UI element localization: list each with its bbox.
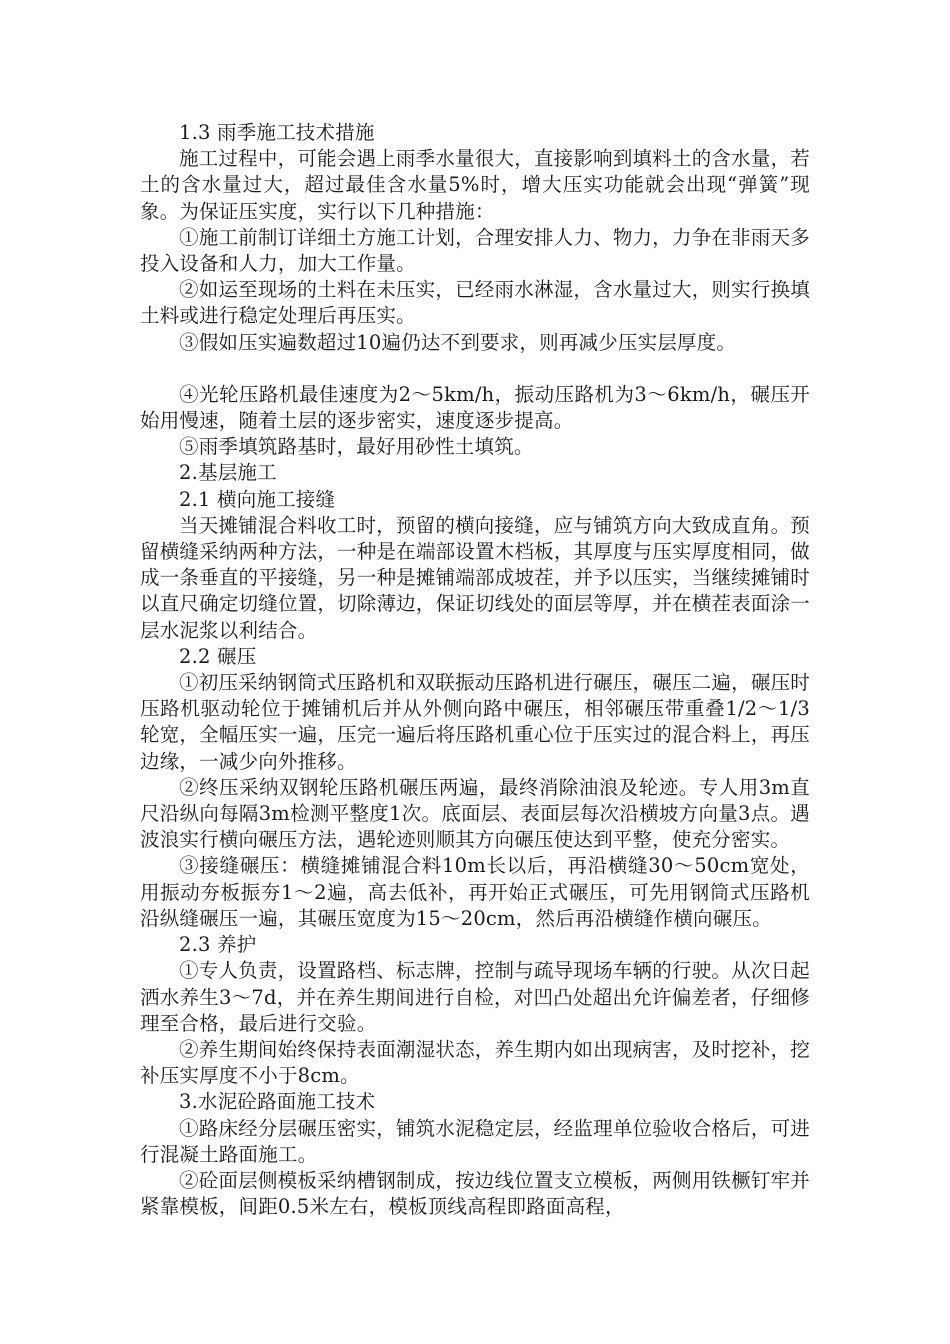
curing-item-2: ②养生期间始终保持表面潮湿状态，养生期内如出现病害，及时挖补，挖补压实厚度不小于8cm。 (140, 1037, 810, 1088)
list-item-1: ①施工前制订详细土方施工计划，合理安排人力、物力，力争在非雨天多投入设备和人力，加大工作量。 (140, 225, 810, 276)
section-heading-2: 2.基层施工 (179, 461, 277, 485)
list-item-2: ②如运至现场的土料在未压实，已经雨水淋湿，含水量过大，则实行换填土料或进行稳定处理后再压实。 (140, 278, 810, 328)
section-heading-3: 3.水泥砼路面施工技术 (179, 1090, 376, 1114)
section-heading-2-1: 2.1 横向施工接缝 (179, 487, 336, 511)
paragraph-gap (140, 356, 810, 382)
paragraph-intro: 施工过程中，可能会遇上雨季水量很大，直接影响到填料土的含水量，若土的含水量过大，超过最佳含水量5%时，增大压实功能就会出现“弹簧”现象。为保证压实度，实行以下几种措施： (140, 147, 810, 223)
rolling-item-1: ①初压采纳钢筒式压路机和双联振动压路机进行碾压，碾压二遍，碾压时压路机驱动轮位于摊铺机后并从外侧向路中碾压，相邻碾压带重叠1/2～1/3轮宽，全幅压实一遍，压完一遍后将压路机重心位于压实过的混合料上，再压边缘，一减少向外推移。 (140, 671, 810, 773)
rolling-item-2: ②终压采纳双钢轮压路机碾压两遍，最终消除油浪及轮迹。专人用3m直尺沿纵向每隔3m检测平整度1次。底面层、表面层每次沿横坡方向量3点。遇波浪实行横向碾压方法，遇轮迹则顺其方向碾压使达到平整，使充分密实。 (140, 775, 810, 852)
section-heading-1-3: 1.3 雨季施工技术措施 (179, 121, 375, 144)
paragraph-joint: 当天摊铺混合料收工时，预留的横向接缝，应与铺筑方向大致成直角。预留横缝采纳两种方法，一种是在端部设置木档板，其厚度与压实厚度相同，做成一条垂直的平接缝，另一种是摊铺端部成坡茬，并予以压实，当继续摊铺时以直尺确定切缝位置，切除薄边，保证切线处的面层等厚，并在横茬表面涂一层水泥浆以利结合。 (140, 513, 810, 642)
list-item-3: ③假如压实遍数超过10遍仍达不到要求，则再减少压实层厚度。 (179, 330, 737, 354)
list-item-4: ④光轮压路机最佳速度为2～5km/h，振动压路机为3～6km/h，碾压开始用慢速，随着土层的逐步密实，速度逐步提高。 (140, 382, 810, 433)
section-heading-2-2: 2.2 碾压 (179, 644, 257, 668)
curing-item-1: ①专人负责，设置路档、标志牌，控制与疏导现场车辆的行驶。从次日起洒水养生3～7d，并在养生期间进行自检，对凹凸处超出允许偏差者，仔细修理至合格，最后进行交验。 (140, 959, 810, 1035)
section-heading-2-3: 2.3 养护 (179, 933, 257, 957)
concrete-item-2: ②砼面层侧模板采纳槽钢制成，按边线位置支立模板，两侧用铁橛钉牢并紧靠模板，间距0.5米左右，模板顶线高程即路面高程， (140, 1168, 810, 1219)
concrete-item-1: ①路床经分层碾压密实，铺筑水泥稳定层，经监理单位验收合格后，可进行混凝土路面施工。 (140, 1116, 810, 1166)
rolling-item-3: ③接缝碾压：横缝摊铺混合料10m长以后，再沿横缝30～50cm宽处，用振动夯板振夯1～2遍，高去低补，再开始正式碾压，可先用钢筒式压路机沿纵缝碾压一遍，其碾压宽度为15～20cm，然后再沿横缝作横向碾压。 (140, 854, 810, 930)
document-body (140, 120, 810, 1220)
list-item-5: ⑤雨季填筑路基时，最好用砂性土填筑。 (179, 435, 534, 459)
